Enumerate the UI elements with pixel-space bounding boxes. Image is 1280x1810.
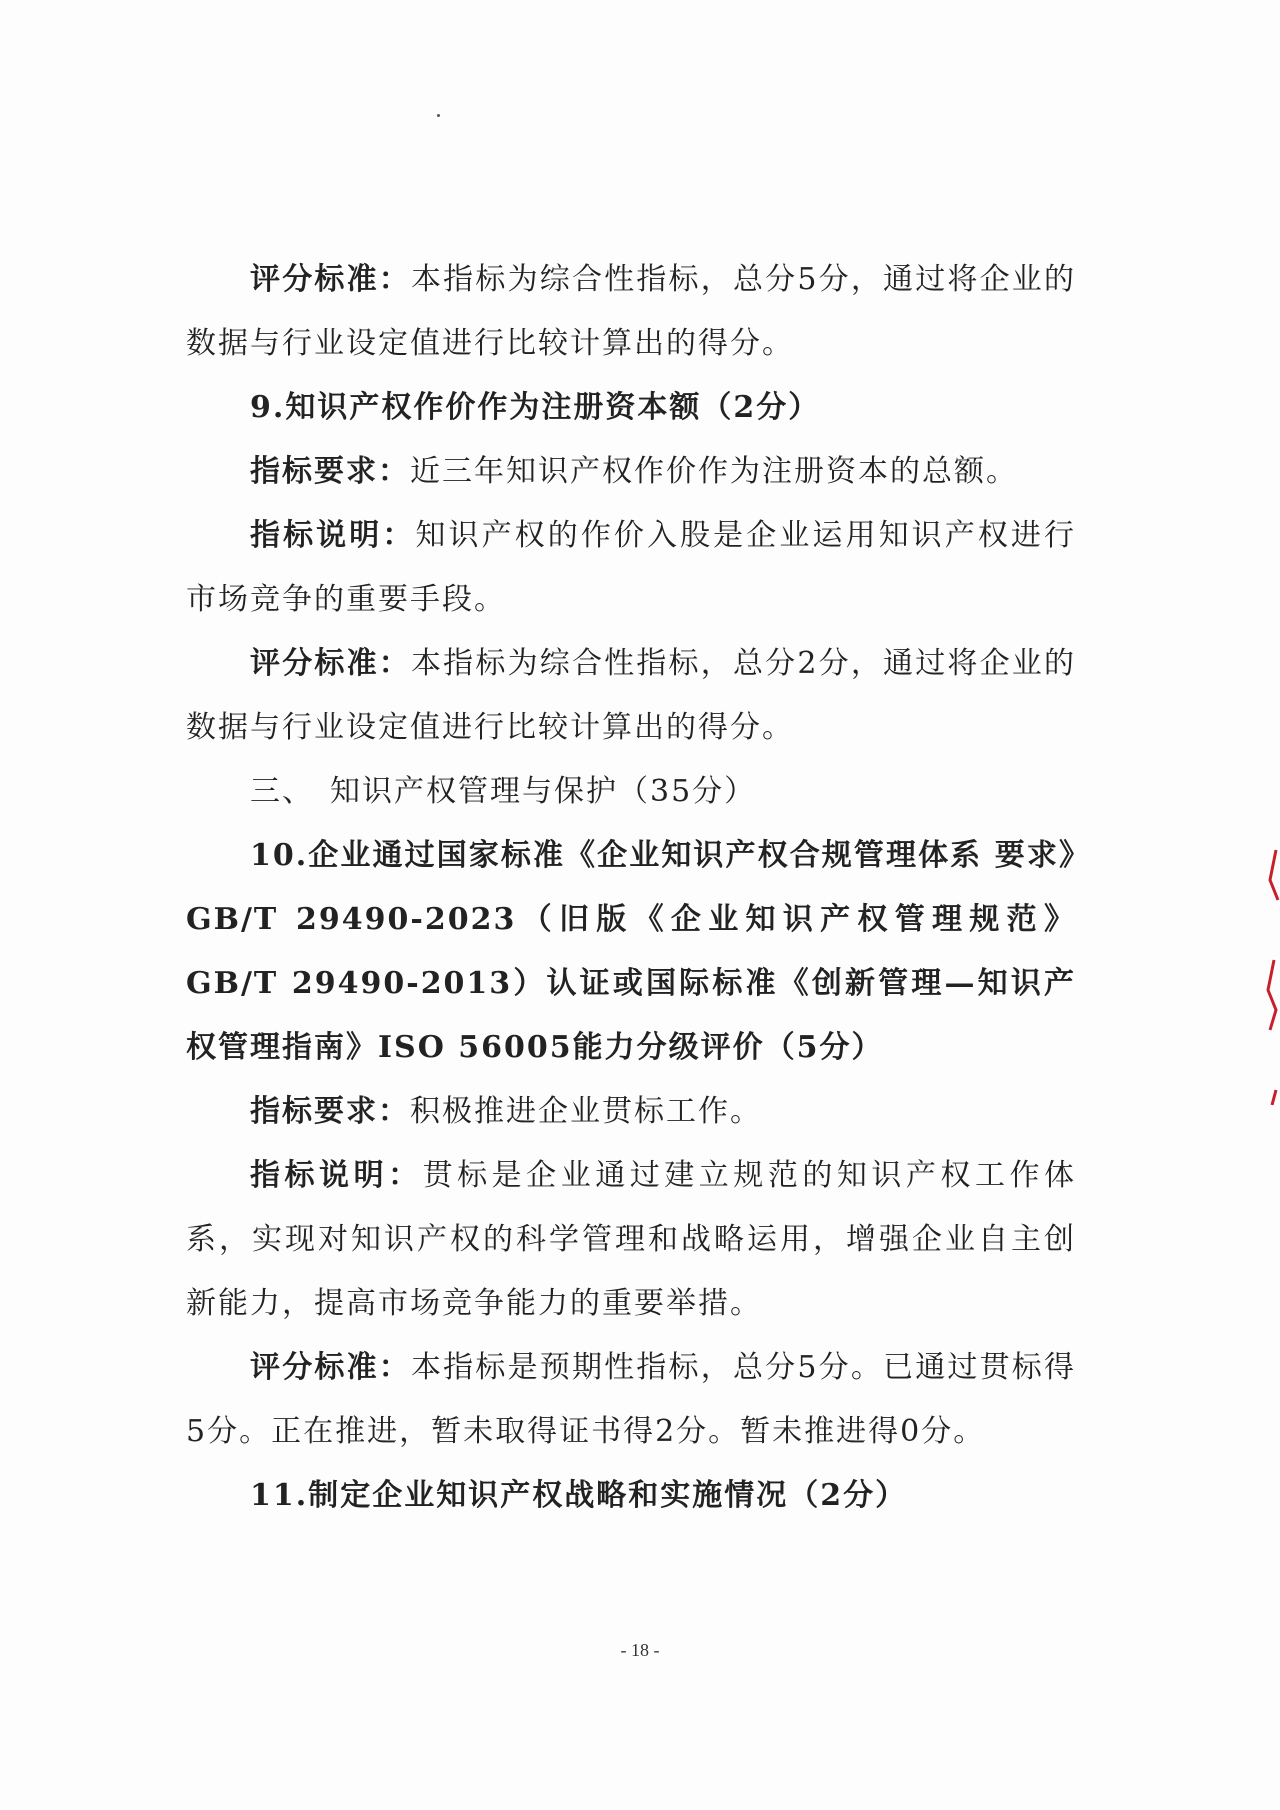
paragraph-label: 评分标准：: [250, 646, 411, 681]
paragraph-scoring-standard-9: [186, 632, 1076, 760]
heading-item-9: 9.知识产权作价作为注册资本额（2分）: [250, 390, 821, 425]
paragraph-label: 指标要求：: [250, 454, 410, 489]
paragraph-text: 积极推进企业贯标工作。: [410, 1094, 762, 1129]
paragraph-explanation-9: [186, 504, 1076, 632]
heading-item-11: 11.制定企业知识产权战略和实施情况（2分）: [250, 1478, 908, 1513]
paragraph-label: 指标说明：: [250, 518, 416, 553]
paragraph-text: 本指标是预期性指标，总分5分。已通过贯标得5分。正在推进，暂未取得证书得2分。暂未推进得0分。: [186, 1350, 1076, 1449]
document-body: [186, 248, 1076, 1528]
seal-edge-mark: [1260, 840, 1280, 1120]
paragraph-label: 评分标准：: [250, 1350, 411, 1385]
section-number: 三、: [250, 774, 314, 809]
scan-speck: [437, 114, 440, 117]
paragraph-scoring-standard-1: [186, 248, 1076, 376]
paragraph-requirement-10: [186, 1080, 1076, 1144]
paragraph-label: 评分标准：: [250, 262, 411, 297]
paragraph-explanation-10: [186, 1144, 1076, 1336]
paragraph-text: 本指标为综合性指标，总分2分，通过将企业的数据与行业设定值进行比较计算出的得分。: [186, 646, 1076, 745]
paragraph-requirement-9: [186, 440, 1076, 504]
paragraph-text: 本指标为综合性指标，总分5分，通过将企业的数据与行业设定值进行比较计算出的得分。: [186, 262, 1076, 361]
paragraph-label: 指标说明：: [250, 1158, 423, 1193]
section-heading-3: [186, 760, 1076, 824]
paragraph-text: 近三年知识产权作价作为注册资本的总额。: [410, 454, 1018, 489]
paragraph-scoring-standard-10: [186, 1336, 1076, 1464]
paragraph-text: 知识产权的作价入股是企业运用知识产权进行市场竞争的重要手段。: [186, 518, 1077, 617]
paragraph-text: 贯标是企业通过建立规范的知识产权工作体系，实现对知识产权的科学管理和战略运用，增强企业自主创新能力，提高市场竞争能力的重要举措。: [186, 1158, 1077, 1321]
heading-item-10: 10.企业通过国家标准《企业知识产权合规管理体系 要求》GB/T 29490-2023（旧版《企业知识产权管理规范》GB/T 29490-2013）认证或国际标准《创新管理—知识产权管理指南》ISO 56005能力分级评价（5分）: [186, 838, 1076, 1065]
section-title: 知识产权管理与保护（35分）: [330, 774, 757, 809]
page-number: - 18 -: [620, 1640, 660, 1660]
paragraph-label: 指标要求：: [250, 1094, 410, 1129]
